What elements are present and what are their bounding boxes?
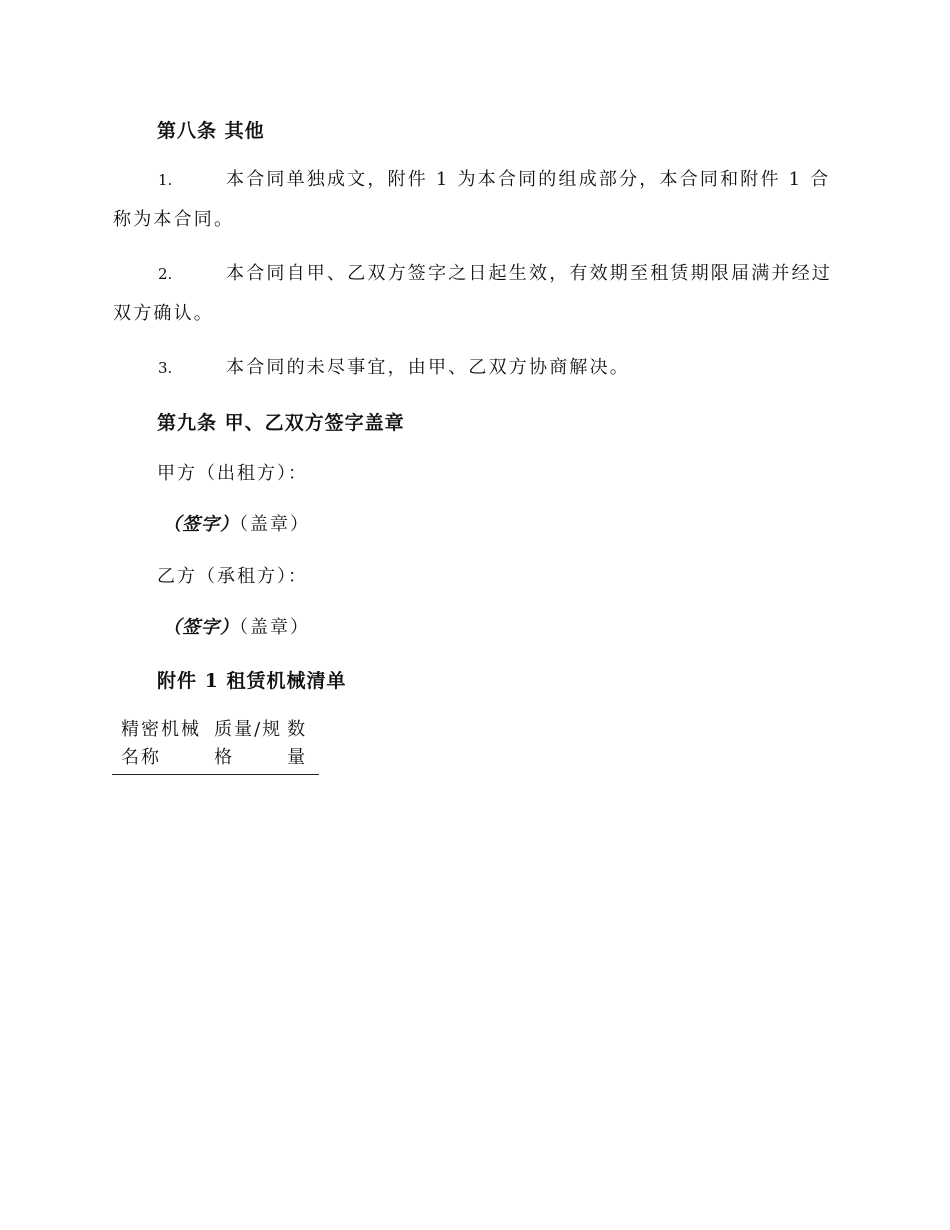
party-a-signature-line <box>163 510 310 536</box>
party-b-signature-line <box>163 613 310 639</box>
seal-label: （盖章） <box>239 514 310 535</box>
item-text: 本合同自甲、乙双方签字之日起生效，有效期至租赁期限届满并经过双方确认。 <box>113 263 832 324</box>
column-header-spec: 质量/规格 <box>214 719 283 768</box>
signature-label: （签字） <box>163 617 239 638</box>
article-8-heading: 第八条 其他 <box>157 120 265 142</box>
table-header-row <box>112 716 319 774</box>
article-8-item-3 <box>113 348 833 388</box>
article-8-item-1 <box>113 160 833 239</box>
item-text: 本合同的未尽事宜，由甲、乙双方协商解决。 <box>226 357 630 378</box>
seal-label: （盖章） <box>239 617 310 638</box>
item-number: 2. <box>158 265 173 283</box>
item-number: 1. <box>158 171 173 189</box>
article-9-heading: 第九条 甲、乙双方签字盖章 <box>157 412 405 434</box>
signature-label: （签字） <box>163 514 239 535</box>
column-header-quantity: 数量 <box>287 719 308 768</box>
equipment-table <box>112 716 319 775</box>
item-text: 本合同单独成文，附件 1 为本合同的组成部分，本合同和附件 1 合称为本合同。 <box>113 169 831 230</box>
appendix-heading: 附件 1 租赁机械清单 <box>157 670 347 692</box>
item-number: 3. <box>158 359 173 377</box>
party-b-label: 乙方（承租方）： <box>157 566 308 587</box>
party-a-label: 甲方（出租方）： <box>157 463 308 484</box>
column-header-name: 精密机械名称 <box>121 719 201 768</box>
article-8-item-2 <box>113 254 833 333</box>
